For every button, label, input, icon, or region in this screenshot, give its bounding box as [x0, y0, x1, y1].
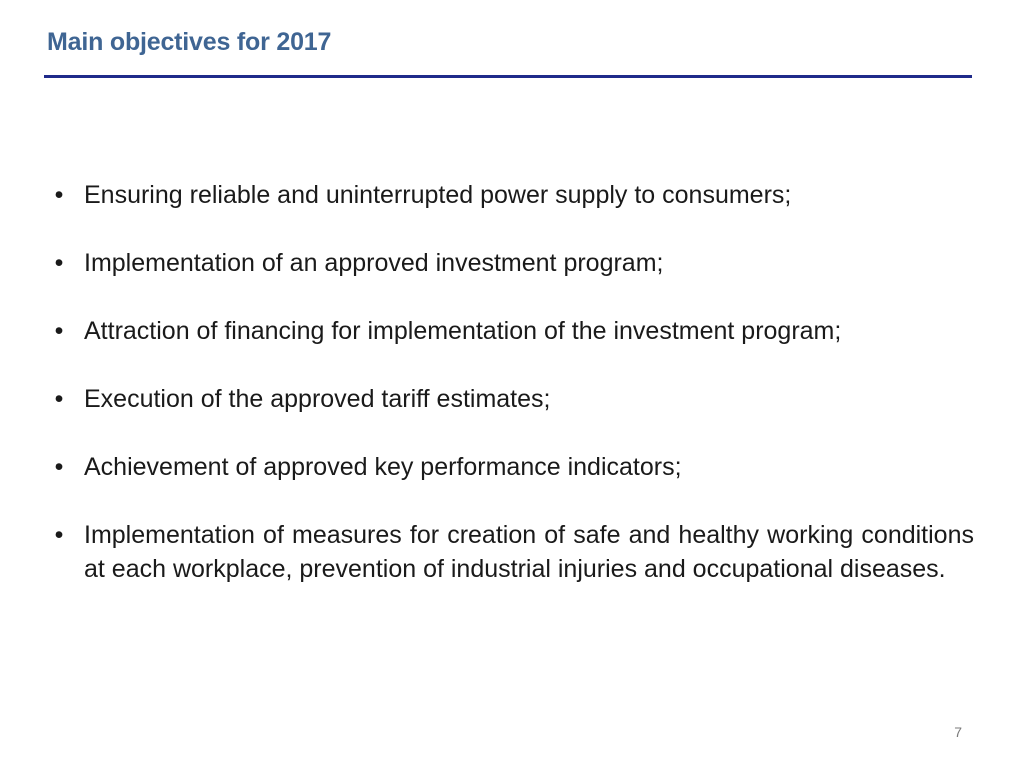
objective-text: Implementation of an approved investment program;	[84, 249, 664, 277]
objective-item-6	[48, 518, 974, 586]
bullet-icon: •	[54, 521, 64, 549]
objective-text: Implementation of measures for creation of safe and healthy working conditions at each workplace, prevention of industrial injuries and occupational diseases.	[84, 521, 974, 583]
slide-title: Main objectives for 2017	[47, 28, 332, 56]
bullet-icon: •	[54, 385, 64, 413]
objective-item-3	[48, 314, 974, 348]
objective-item-4	[48, 382, 974, 416]
bullet-icon: •	[54, 317, 64, 345]
objective-item-1	[48, 178, 974, 212]
objective-text: Attraction of financing for implementation of the investment program;	[84, 317, 842, 345]
objective-text: Achievement of approved key performance indicators;	[84, 453, 682, 481]
objective-item-2	[48, 246, 974, 280]
page-number: 7	[954, 724, 962, 740]
bullet-icon: •	[54, 453, 64, 481]
objectives-list	[48, 178, 974, 586]
objective-item-5	[48, 450, 974, 484]
title-divider	[44, 75, 972, 78]
objective-text: Execution of the approved tariff estimates;	[84, 385, 551, 413]
bullet-icon: •	[54, 249, 64, 277]
bullet-icon: •	[54, 181, 64, 209]
objective-text: Ensuring reliable and uninterrupted power supply to consumers;	[84, 181, 792, 209]
